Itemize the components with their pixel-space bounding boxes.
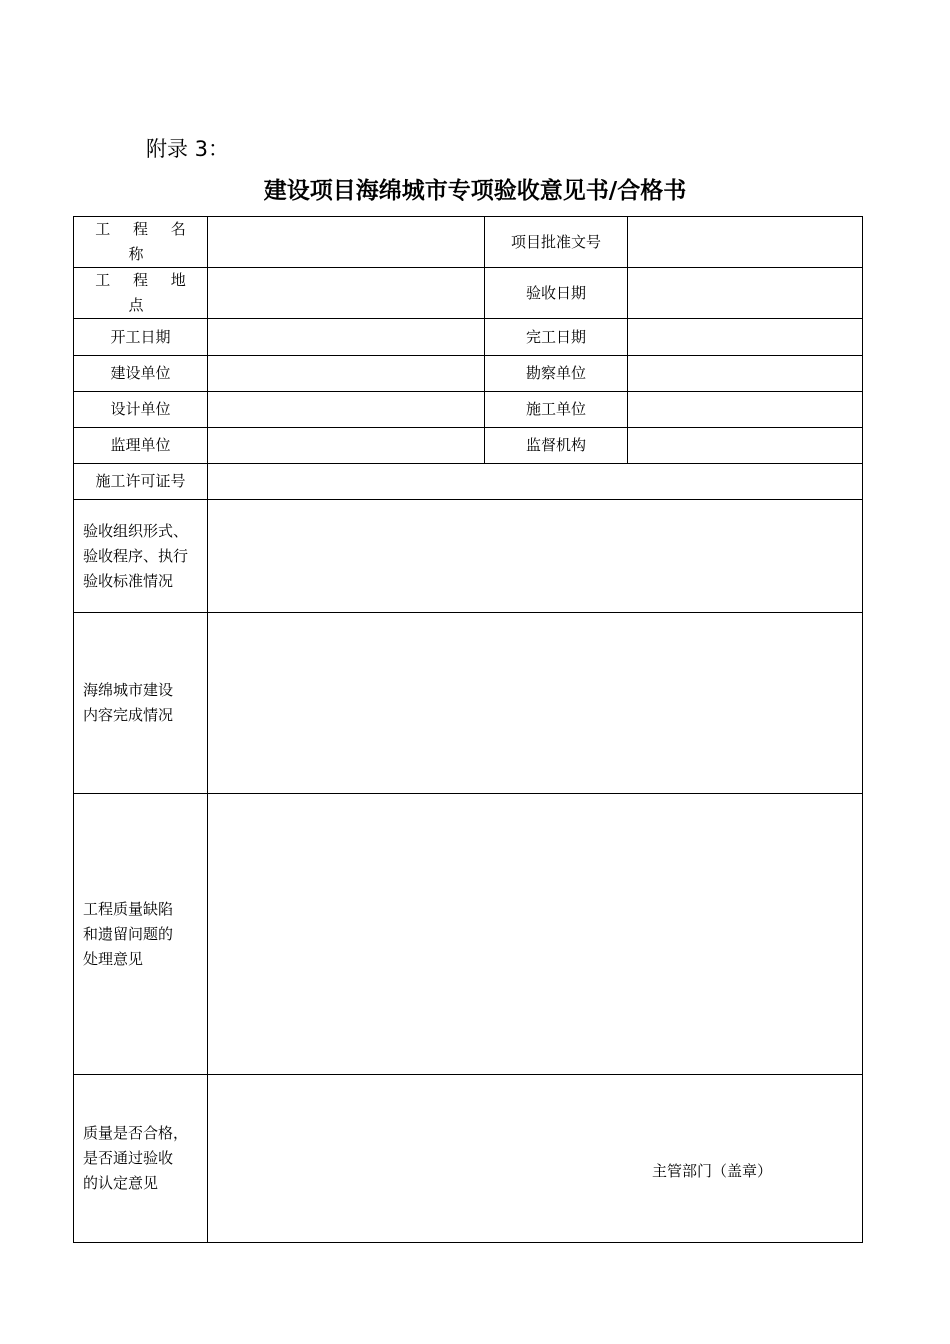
defects-label (74, 794, 208, 1075)
construction-unit-label: 建设单位 (74, 356, 208, 392)
design-unit-label: 设计单位 (74, 392, 208, 428)
qualification-line-3: 的认定意见 (83, 1174, 159, 1192)
completion-date-field[interactable] (628, 319, 863, 356)
qualification-line-1: 质量是否合格， (83, 1124, 189, 1142)
permit-no-field[interactable] (208, 464, 863, 500)
survey-unit-label: 勘察单位 (485, 356, 628, 392)
acceptance-form-table (73, 216, 863, 1243)
supervision-unit-field[interactable] (208, 428, 485, 464)
sponge-content-line-2: 内容完成情况 (83, 706, 174, 724)
acceptance-date-label: 验收日期 (485, 268, 628, 319)
sponge-content-field[interactable] (208, 613, 863, 794)
oversight-agency-label: 监督机构 (485, 428, 628, 464)
defects-line-3: 处理意见 (83, 949, 144, 968)
defects-line-2: 和遗留问题的 (83, 924, 174, 943)
acceptance-form-line-1: 验收组织形式、 (83, 521, 189, 540)
sponge-content-label (74, 613, 208, 794)
approval-no-label: 项目批准文号 (485, 217, 628, 268)
construction-unit-field[interactable] (208, 356, 485, 392)
acceptance-form-label (74, 500, 208, 613)
defects-line-1: 工程质量缺陷 (83, 899, 174, 918)
sponge-content-line-1: 海绵城市建设 (83, 681, 174, 699)
qualification-line-2: 是否通过验收 (83, 1149, 174, 1167)
seal-label: 主管部门（盖章） (652, 1162, 773, 1180)
builder-unit-label: 施工单位 (485, 392, 628, 428)
acceptance-form-line-2: 验收程序、执行 (83, 546, 189, 565)
acceptance-form-line-3: 验收标准情况 (83, 571, 174, 590)
approval-no-field[interactable] (628, 217, 863, 268)
acceptance-date-field[interactable] (628, 268, 863, 319)
appendix-label: 附录 3： (146, 137, 230, 161)
supervision-unit-label: 监理单位 (74, 428, 208, 464)
defects-field[interactable] (208, 794, 863, 1075)
page-title: 建设项目海绵城市专项验收意见书/合格书 (263, 178, 687, 204)
qualification-label (74, 1075, 208, 1243)
qualification-field[interactable] (208, 1075, 863, 1243)
project-location-label: 工 程 地 点 (74, 268, 208, 319)
start-date-label: 开工日期 (74, 319, 208, 356)
design-unit-field[interactable] (208, 392, 485, 428)
project-location-field[interactable] (208, 268, 485, 319)
start-date-field[interactable] (208, 319, 485, 356)
permit-no-label: 施工许可证号 (74, 464, 208, 500)
survey-unit-field[interactable] (628, 356, 863, 392)
builder-unit-field[interactable] (628, 392, 863, 428)
acceptance-form-field[interactable] (208, 500, 863, 613)
project-name-field[interactable] (208, 217, 485, 268)
completion-date-label: 完工日期 (485, 319, 628, 356)
project-name-label: 工 程 名 称 (74, 217, 208, 268)
oversight-agency-field[interactable] (628, 428, 863, 464)
